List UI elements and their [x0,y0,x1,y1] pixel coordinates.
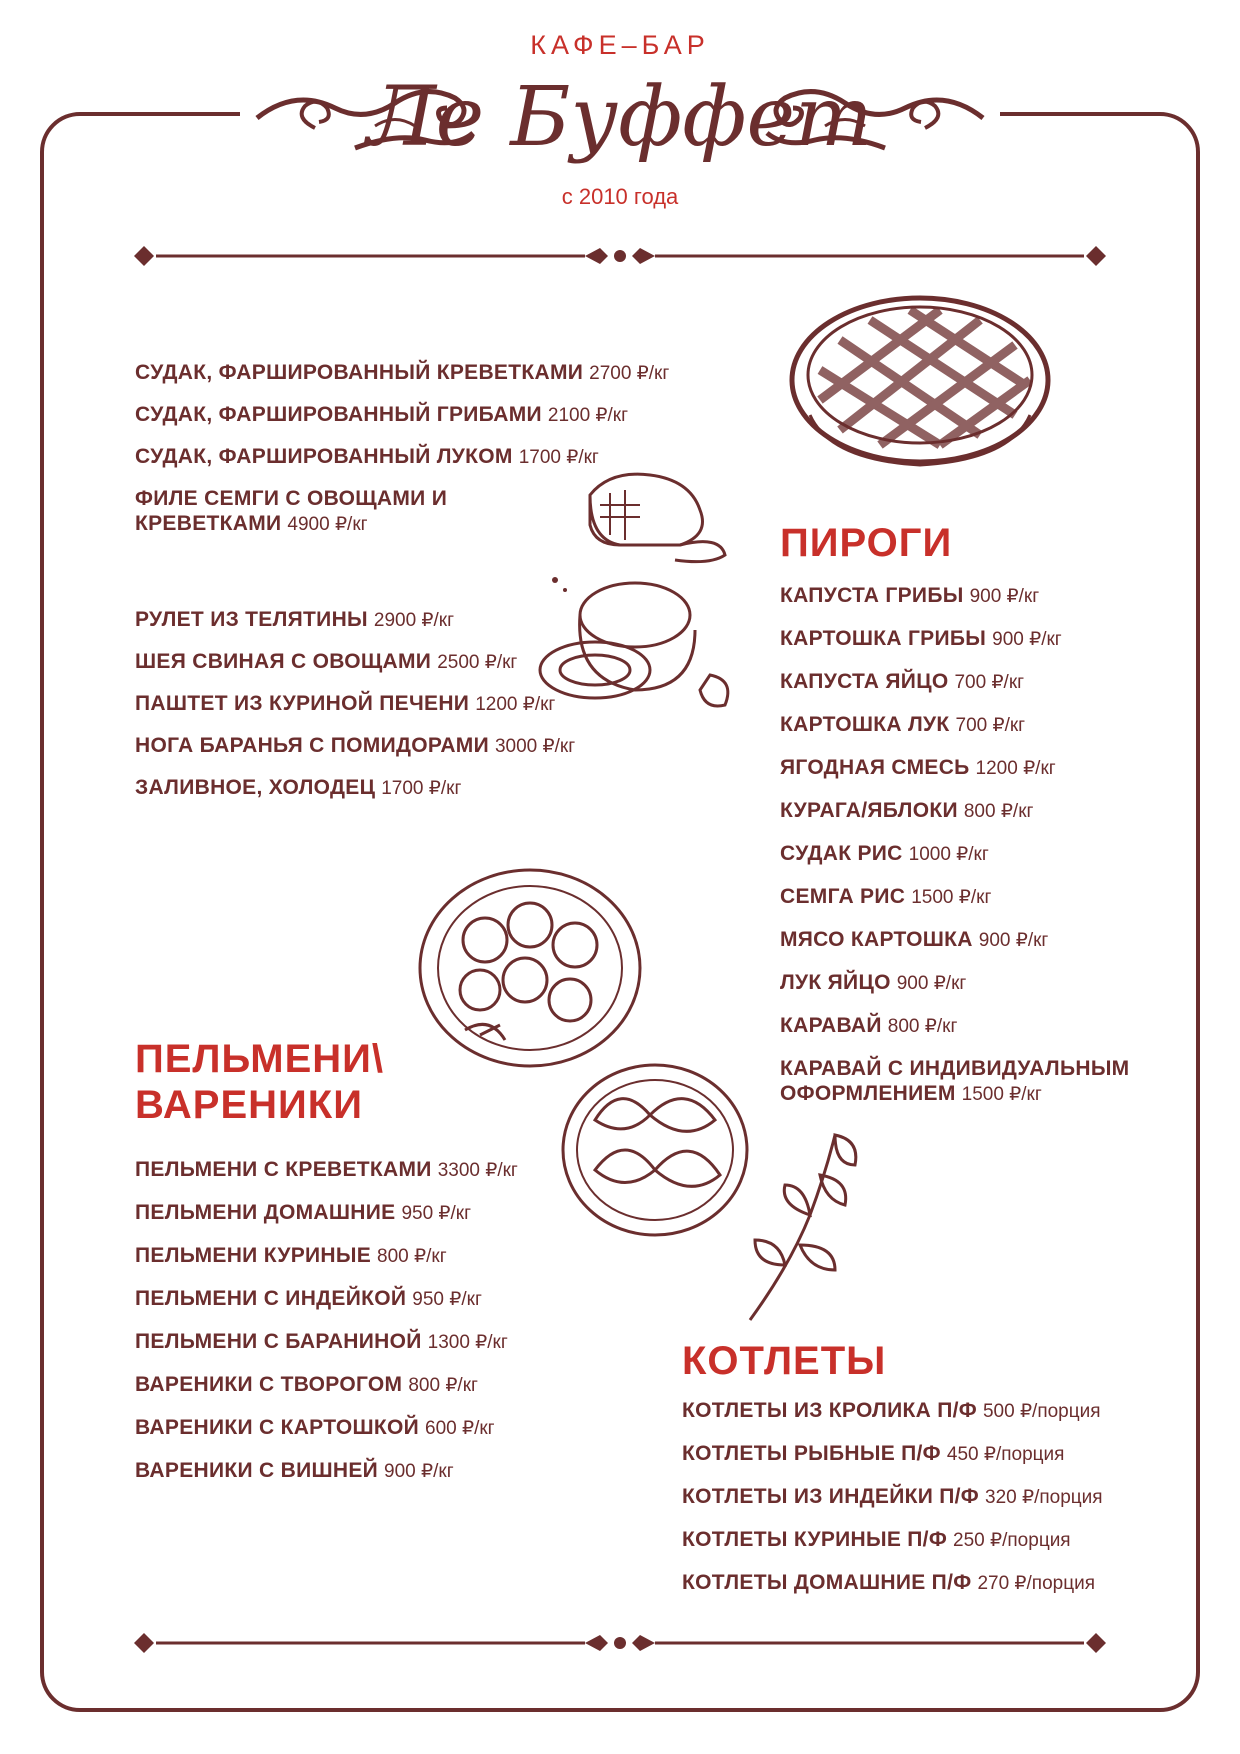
menu-item: КОТЛЕТЫ ИЗ КРОЛИКА П/Ф 500 ₽/порция [682,1399,1101,1422]
ham-sketch-icon [580,465,730,565]
swirl-ornament-right-icon [765,78,985,158]
menu-item: ПЕЛЬМЕНИ С БАРАНИНОЙ 1300 ₽/кг [135,1330,508,1353]
menu-item: МЯСО КАРТОШКА 900 ₽/кг [780,928,1049,951]
section-title-cutlets: КОТЛЕТЫ [682,1339,887,1383]
menu-list-cutlets [682,1398,1162,1596]
menu-item: ПЕЛЬМЕНИ С КРЕВЕТКАМИ 3300 ₽/кг [135,1158,518,1181]
menu-item: КАРТОШКА ГРИБЫ 900 ₽/кг [780,627,1062,650]
ornamental-divider-top [130,238,1110,274]
menu-item: КАПУСТА ЯЙЦО 700 ₽/кг [780,670,1025,693]
menu-item: СУДАК РИС 1000 ₽/кг [780,842,989,865]
menu-item: СУДАК, ФАРШИРОВАННЫЙ КРЕВЕТКАМИ 2700 ₽/кг [135,361,670,384]
menu-item: ПЕЛЬМЕНИ КУРИНЫЕ 800 ₽/кг [135,1244,447,1267]
since-year: с 2010 года [561,184,679,209]
menu-item: ЛУК ЯЙЦО 900 ₽/кг [780,971,967,994]
menu-item: ЗАЛИВНОЕ, ХОЛОДЕЦ 1700 ₽/кг [135,776,462,799]
parsley-sprig-icon [740,1125,870,1325]
menu-item: ФИЛЕ СЕМГИ С ОВОЩАМИ И КРЕВЕТКАМИ 4900 ₽/кг [135,487,448,535]
section-title-pies: ПИРОГИ [780,521,953,565]
menu-item: КОТЛЕТЫ ДОМАШНИЕ П/Ф 270 ₽/порция [682,1571,1095,1594]
menu-item: СУДАК, ФАРШИРОВАННЫЙ ЛУКОМ 1700 ₽/кг [135,445,599,468]
menu-item: ПАШТЕТ ИЗ КУРИНОЙ ПЕЧЕНИ 1200 ₽/кг [135,692,556,715]
cafe-subtitle: КАФЕ–БАР [530,30,710,60]
menu-item: КОТЛЕТЫ РЫБНЫЕ П/Ф 450 ₽/порция [682,1442,1065,1465]
vareniki-plate-icon [555,1060,755,1240]
menu-item: КАПУСТА ГРИБЫ 900 ₽/кг [780,584,1040,607]
pelmeni-plate-icon [410,860,650,1075]
menu-item: КОТЛЕТЫ ИЗ ИНДЕЙКИ П/Ф 320 ₽/порция [682,1485,1103,1508]
menu-item: ВАРЕНИКИ С ТВОРОГОМ 800 ₽/кг [135,1373,478,1396]
menu-item: КУРАГА/ЯБЛОКИ 800 ₽/кг [780,799,1034,822]
menu-item: ШЕЯ СВИНАЯ С ОВОЩАМИ 2500 ₽/кг [135,650,518,673]
menu-item: КОТЛЕТЫ КУРИНЫЕ П/Ф 250 ₽/порция [682,1528,1071,1551]
menu-list-pies [780,583,1160,1107]
menu-item: КАРАВАЙ 800 ₽/кг [780,1014,958,1037]
menu-item: РУЛЕТ ИЗ ТЕЛЯТИНЫ 2900 ₽/кг [135,608,455,631]
menu-item: СЕМГА РИС 1500 ₽/кг [780,885,992,908]
ornamental-divider-bottom [130,1625,1110,1661]
brand-name: Ле Буффет [367,70,873,165]
menu-item: КАРТОШКА ЛУК 700 ₽/кг [780,713,1026,736]
meat-roll-sketch-icon [535,570,745,720]
menu-item: ЯГОДНАЯ СМЕСЬ 1200 ₽/кг [780,756,1056,779]
lattice-pie-icon [780,285,1060,475]
menu-item: ПЕЛЬМЕНИ С ИНДЕЙКОЙ 950 ₽/кг [135,1287,482,1310]
menu-item: НОГА БАРАНЬЯ С ПОМИДОРАМИ 3000 ₽/кг [135,734,576,757]
swirl-ornament-left-icon [255,78,475,158]
menu-item: КАРАВАЙ С ИНДИВИДУАЛЬНЫМ ОФОРМЛЕНИЕМ 1500 ₽/кг [780,1057,1130,1105]
menu-item: СУДАК, ФАРШИРОВАННЫЙ ГРИБАМИ 2100 ₽/кг [135,403,629,426]
menu-item: ПЕЛЬМЕНИ ДОМАШНИЕ 950 ₽/кг [135,1201,472,1224]
section-title-dumplings: ПЕЛЬМЕНИ\ ВАРЕНИКИ [135,1037,384,1127]
menu-item: ВАРЕНИКИ С КАРТОШКОЙ 600 ₽/кг [135,1416,495,1439]
menu-item: ВАРЕНИКИ С ВИШНЕЙ 900 ₽/кг [135,1459,454,1482]
